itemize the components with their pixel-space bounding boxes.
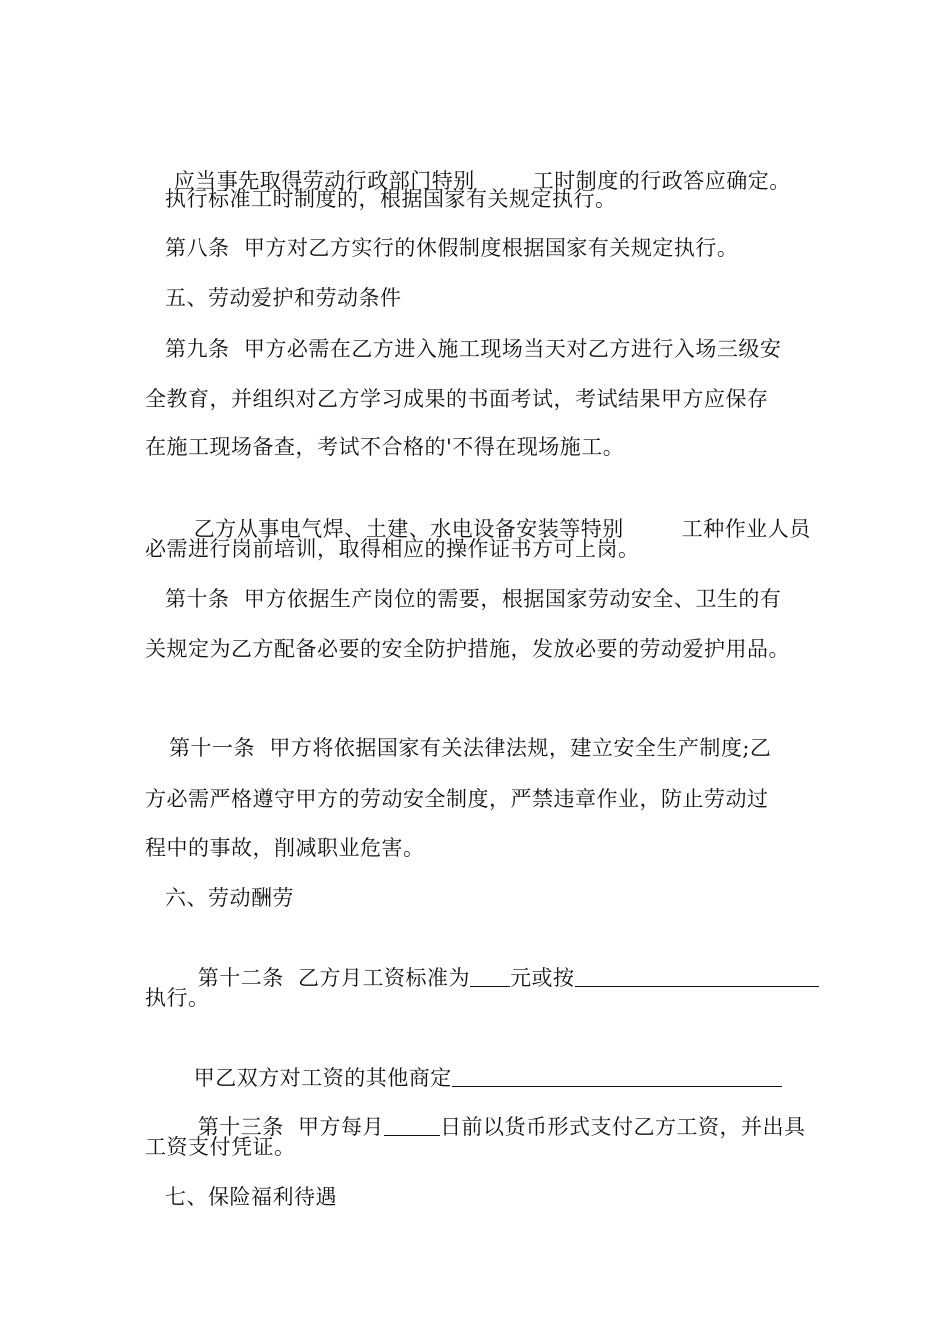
article-9-line: 第九条 甲方必需在乙方进入施工现场当天对乙方进行入场三级安 xyxy=(165,337,782,361)
blank-field xyxy=(384,1113,440,1136)
blank-field xyxy=(575,964,819,987)
article-8-line: 第八条 甲方对乙方实行的休假制度根据国家有关规定执行。 xyxy=(165,236,739,260)
paragraph-line: 必需进行岗前培训，取得相应的操作证书方可上岗。 xyxy=(145,537,640,561)
blank-field xyxy=(470,964,510,987)
paragraph-line: 程中的事故，削减职业危害。 xyxy=(145,836,425,860)
text-segment: 元或按 xyxy=(510,966,575,990)
paragraph-line: 执行。 xyxy=(145,986,210,1010)
paragraph-line: 工资支付凭证。 xyxy=(145,1135,296,1159)
paragraph-line: 全教育，并组织对乙方学习成果的书面考试，考试结果甲方应保存 xyxy=(145,387,769,411)
text-segment: 第十三条 甲方每月 xyxy=(197,1115,385,1139)
article-10-line: 第十条 甲方依据生产岗位的需要，根据国家劳动安全、卫生的有 xyxy=(165,587,782,611)
text-segment: 乙方从事电气焊、土建、水电设备安装等特别 xyxy=(193,517,624,541)
paragraph-line: 在施工现场备查，考试不合格的'不得在现场施工。 xyxy=(145,435,625,459)
text-segment: 应当事先取得劳动行政部门特别 xyxy=(173,169,475,193)
article-12-line xyxy=(169,933,819,1023)
article-11-line: 第十一条 甲方将依据国家有关法律法规，建立安全生产制度;乙 xyxy=(169,736,772,760)
paragraph-line: 关规定为乙方配备必要的安全防护措施，发放必要的劳动爱护用品。 xyxy=(145,637,790,661)
text-segment: 工种作业人员 xyxy=(681,517,811,541)
paragraph-line: 执行标准工时制度的，根据国家有关规定执行。 xyxy=(165,187,617,211)
text-segment: 甲乙双方对工资的其他商定 xyxy=(193,1066,452,1090)
text-segment: 日前以货币形式支付乙方工资，并出具 xyxy=(440,1115,806,1139)
section-heading-6: 六、劳动酬劳 xyxy=(165,886,294,910)
paragraph-line: 方必需严格遵守甲方的劳动安全制度，严禁违章作业，防止劳动过 xyxy=(145,787,769,811)
section-heading-5: 五、劳动爱护和劳动条件 xyxy=(165,286,402,310)
text-segment: 工时制度的行政答应确定。 xyxy=(532,169,791,193)
text-segment: 第十二条 乙方月工资标准为 xyxy=(197,966,471,990)
section-heading-7: 七、保险福利待遇 xyxy=(165,1185,337,1209)
